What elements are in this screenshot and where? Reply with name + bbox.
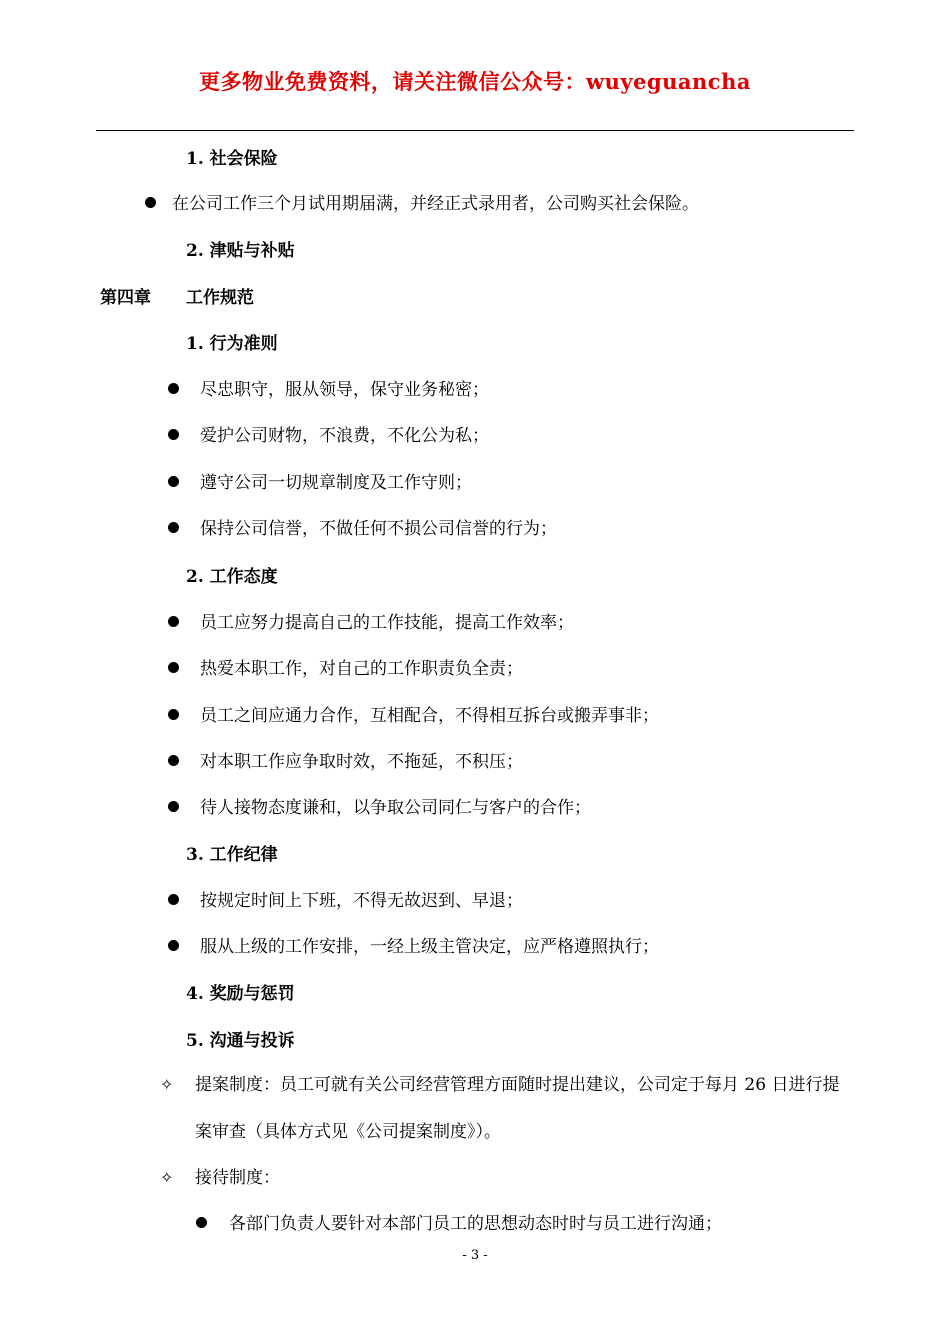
list-item: 热爱本职工作，对自己的工作职责负全责；	[200, 659, 523, 679]
bullet-icon	[168, 894, 179, 905]
bullet-icon	[168, 616, 179, 627]
page-number: - 3 -	[462, 1248, 488, 1263]
social-insurance-text: 在公司工作三个月试用期届满，并经正式录用者，公司购买社会保险。	[172, 194, 699, 214]
list-item: 按规定时间上下班，不得无故迟到、早退；	[200, 891, 523, 911]
bullet-icon	[168, 662, 179, 673]
promo-header: 更多物业免费资料，请关注微信公众号：wuyeguancha	[199, 69, 751, 94]
reception-system-label: 接待制度：	[195, 1168, 280, 1188]
bullet-icon	[168, 383, 179, 394]
heading-rewards-penalties: 4. 奖励与惩罚	[186, 984, 295, 1004]
bullet-icon	[168, 709, 179, 720]
list-item: 各部门负责人要针对本部门员工的思想动态时时与员工进行沟通；	[229, 1214, 722, 1234]
list-item: 对本职工作应争取时效，不拖延，不积压；	[200, 752, 523, 772]
heading-work-discipline: 3. 工作纪律	[186, 845, 278, 865]
heading-allowance: 2. 津贴与补贴	[186, 241, 295, 261]
bullet-icon	[168, 429, 179, 440]
header-rule	[96, 130, 854, 131]
heading-social-insurance: 1. 社会保险	[186, 149, 278, 169]
list-item: 员工应努力提高自己的工作技能，提高工作效率；	[200, 613, 574, 633]
heading-code-of-conduct: 1. 行为准则	[186, 334, 278, 354]
list-item: 员工之间应通力合作，互相配合，不得相互拆台或搬弄事非；	[200, 706, 659, 726]
diamond-bullet-icon: ✧	[160, 1168, 174, 1187]
proposal-system-text-cont: 案审查（具体方式见《公司提案制度》）。	[195, 1122, 501, 1142]
list-item: 遵守公司一切规章制度及工作守则；	[200, 473, 472, 493]
list-item: 服从上级的工作安排，一经上级主管决定，应严格遵照执行；	[200, 937, 659, 957]
bullet-icon	[168, 755, 179, 766]
list-item: 待人接物态度谦和，以争取公司同仁与客户的合作；	[200, 798, 591, 818]
list-item: 尽忠职守，服从领导，保守业务秘密；	[200, 380, 489, 400]
bullet-icon	[168, 522, 179, 533]
list-item: 保持公司信誉，不做任何不损公司信誉的行为；	[200, 519, 557, 539]
bullet-icon	[168, 801, 179, 812]
bullet-icon	[168, 476, 179, 487]
bullet-icon	[168, 940, 179, 951]
heading-communication: 5. 沟通与投诉	[186, 1031, 295, 1051]
bullet-icon	[145, 197, 156, 208]
chapter-label: 第四章	[100, 288, 151, 308]
heading-work-attitude: 2. 工作态度	[186, 567, 278, 587]
diamond-bullet-icon: ✧	[160, 1075, 174, 1094]
list-item: 爱护公司财物，不浪费，不化公为私；	[200, 426, 489, 446]
chapter-title: 工作规范	[186, 288, 254, 308]
bullet-icon	[196, 1217, 207, 1228]
proposal-system-text: 提案制度：员工可就有关公司经营管理方面随时提出建议，公司定于每月 26 日进行提	[195, 1075, 840, 1095]
